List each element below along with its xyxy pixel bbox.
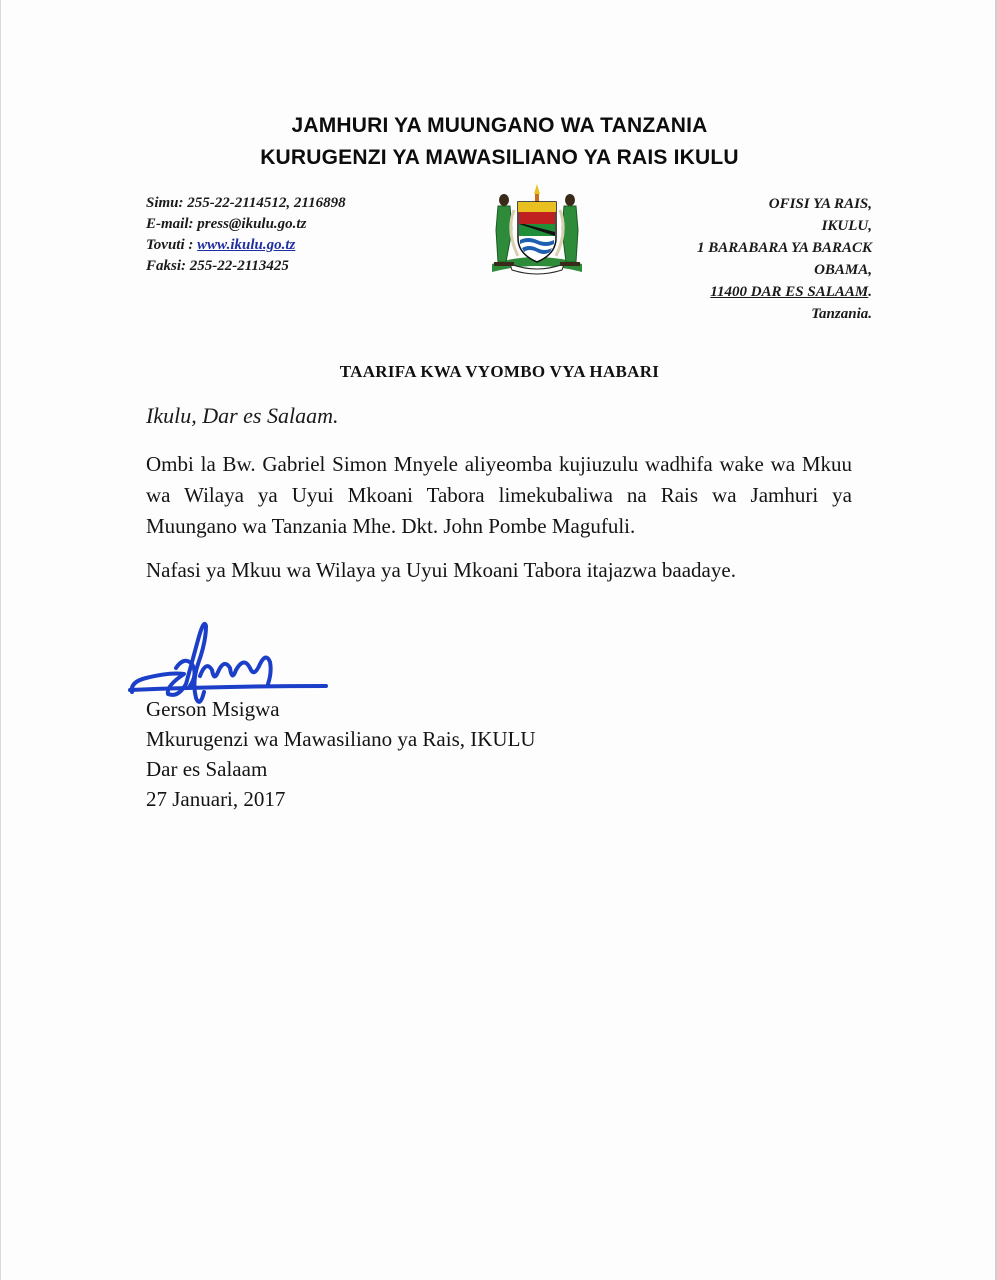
release-paragraph-2: Nafasi ya Mkuu wa Wilaya ya Uyui Mkoani Tabora itajazwa baadaye.	[146, 558, 736, 582]
website-label: Tovuti :	[146, 237, 198, 253]
email-address: E-mail: press@ikulu.go.tz	[146, 216, 307, 232]
release-place: Ikulu, Dar es Salaam.	[146, 403, 339, 428]
header-title-line2: KURUGENZI YA MAWASILIANO YA RAIS IKULU	[260, 146, 739, 169]
signoff-date: 27 Januari, 2017	[146, 787, 286, 811]
website-row	[146, 235, 346, 256]
postal-suffix: .	[868, 284, 872, 300]
address-line-2: IKULU,	[821, 218, 872, 234]
signatory-position: Mkurugenzi wa Mawasiliano ya Rais, IKULU	[146, 727, 536, 751]
signoff-block	[146, 694, 536, 814]
header-title-line1: JAMHURI YA MUUNGANO WA TANZANIA	[291, 114, 708, 137]
fax-number: Faksi: 255-22-2113425	[146, 258, 289, 274]
address-line-4: OBAMA,	[814, 262, 872, 278]
postal-code-city: 11400 DAR ES SALAAM	[710, 284, 869, 300]
signatory-name: Gerson Msigwa	[146, 697, 280, 721]
address-line-6: Tanzania.	[811, 306, 872, 322]
release-paragraph-1: Ombi la Bw. Gabriel Simon Mnyele aliyeomba kujiuzulu wadhifa wake wa Mkuu wa Wilaya ya Uyui Mkoani Tabora limekubaliwa na Rais wa Jamhuri ya Muungano wa Tanzania Mhe. Dkt. John Pombe Magufuli.	[146, 452, 852, 538]
address-line-5	[697, 281, 872, 303]
contact-block	[146, 193, 346, 277]
signoff-city: Dar es Salaam	[146, 757, 268, 781]
address-block	[697, 193, 872, 325]
coat-of-arms-icon	[484, 180, 590, 278]
website-link[interactable]: www.ikulu.go.tz	[197, 237, 296, 253]
address-line-3: 1 BARABARA YA BARACK	[697, 240, 872, 256]
address-line-1: OFISI YA RAIS,	[768, 196, 872, 212]
release-title: TAARIFA KWA VYOMBO VYA HABARI	[339, 362, 660, 381]
phone-number: Simu: 255-22-2114512, 2116898	[146, 195, 346, 211]
